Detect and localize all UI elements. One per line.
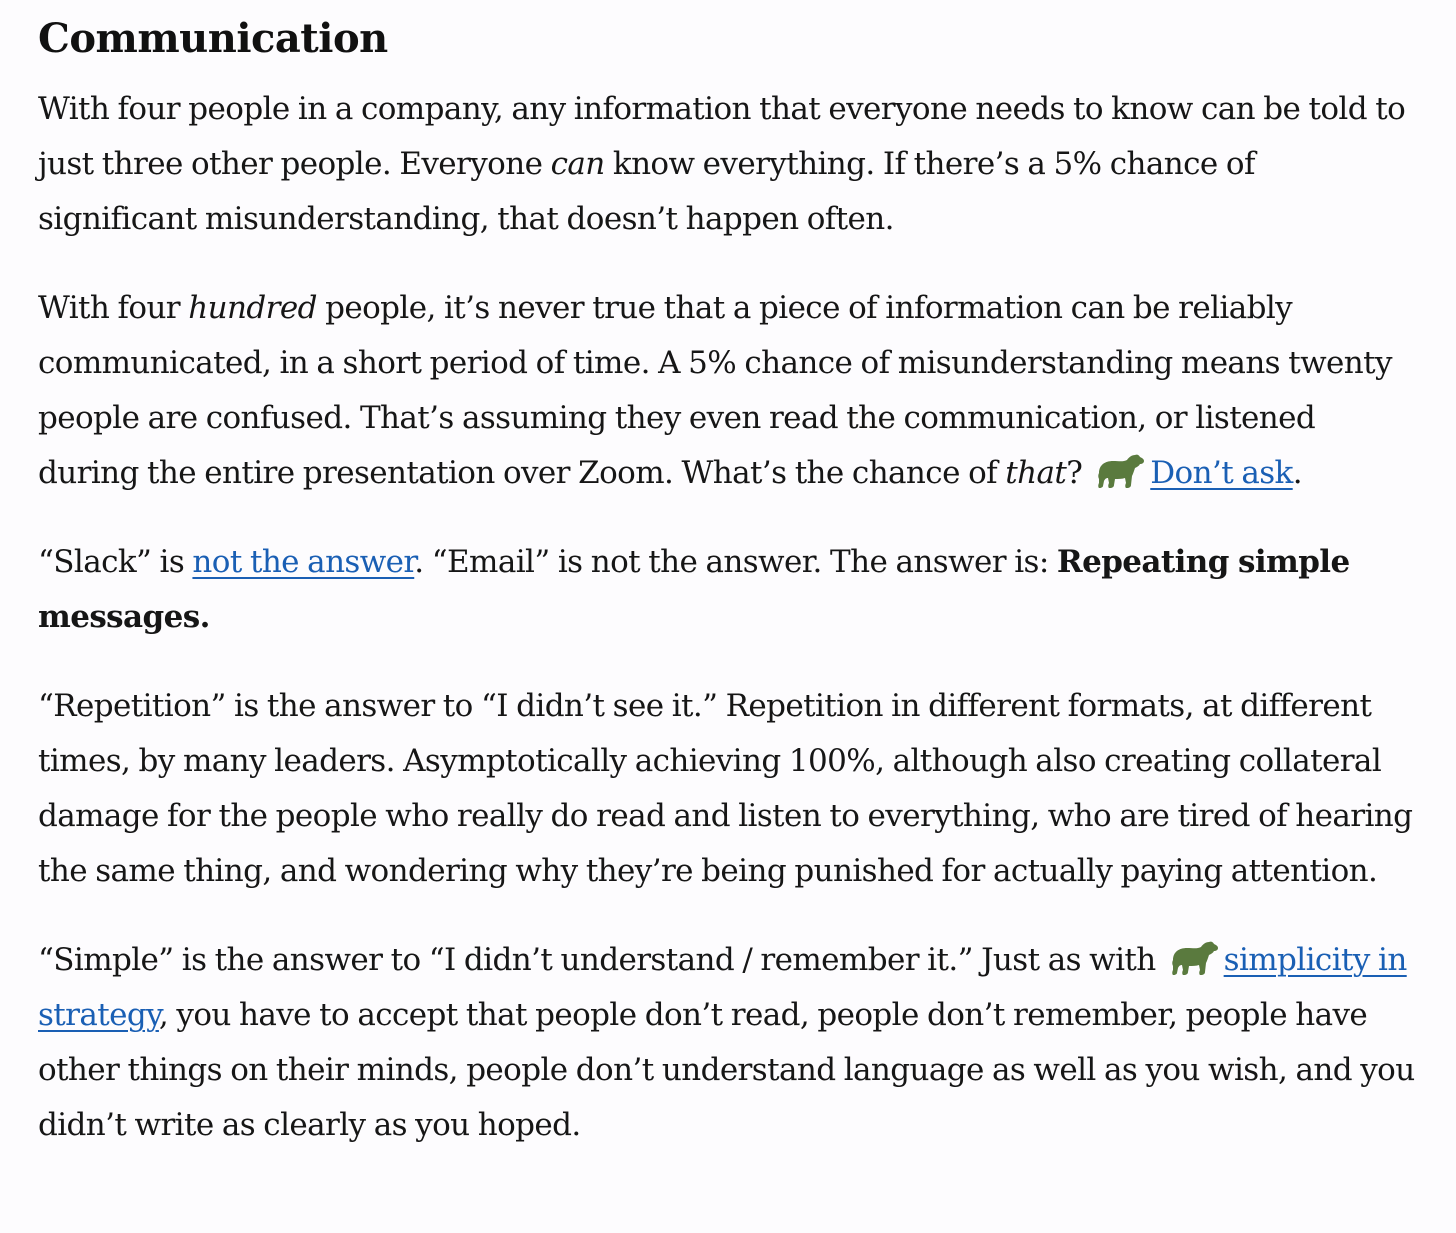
p5-text-a: “Simple” is the answer to “I didn’t understand / remember it.” Just as with [38,942,1156,978]
p1-emphasis: can [550,146,605,182]
simplicity-in-strategy-link[interactable]: simplicity in strategy [38,942,1407,1033]
section-heading: Communication [38,15,388,62]
p3-strong: Repeating simple messages. [38,544,1350,635]
paragraph-slack [38,535,1418,645]
bear-icon[interactable] [1096,451,1146,491]
p5-text-b: , you have to accept that people don’t read, people don’t remember, people have other things on their minds, people don’t understand language as well as you wish, and you didn’t write as clearly as you hoped. [38,997,1415,1143]
p2-emphasis-that: that [1005,455,1067,491]
p1-text-b: know everything. If there’s a 5% chance of significant misunderstanding, that doesn’t happen often. [38,146,1255,237]
p1-text-a: With four people in a company, any information that everyone needs to know can be told to just three other people. Everyone [38,91,1406,182]
p2-text-b: people, it’s never true that a piece of information can be reliably communicated, in a short period of time. A 5% chance of misunderstanding means twenty people are confused. That’s assuming they even read the communication, or listened during the entire presentation over Zoom. What’s the chance of [38,290,1392,491]
dont-ask-link[interactable]: Don’t ask [1150,455,1293,491]
p2-text-c: ? [1066,455,1083,491]
p2-emphasis-hundred: hundred [188,290,317,326]
paragraph-four-people [38,82,1418,247]
p2-text-d: . [1292,455,1302,491]
not-the-answer-link[interactable]: not the answer [192,544,415,580]
paragraph-repetition: “Repetition” is the answer to “I didn’t see it.” Repetition in different formats, at different times, by many leaders. Asymptotically achieving 100%, although also creating collateral damage for the people who really do read and listen to everything, who are tired of hearing the same thing, and wondering why they’re being punished for actually paying attention. [38,688,1413,889]
paragraph-simple [38,933,1418,1153]
p3-text-a: “Slack” is [38,544,193,580]
p3-text-b: . “Email” is not the answer. The answer is: [414,544,1057,580]
p2-text-a: With four [38,290,189,326]
paragraph-four-hundred-people [38,281,1418,501]
bear-icon[interactable] [1170,938,1220,978]
